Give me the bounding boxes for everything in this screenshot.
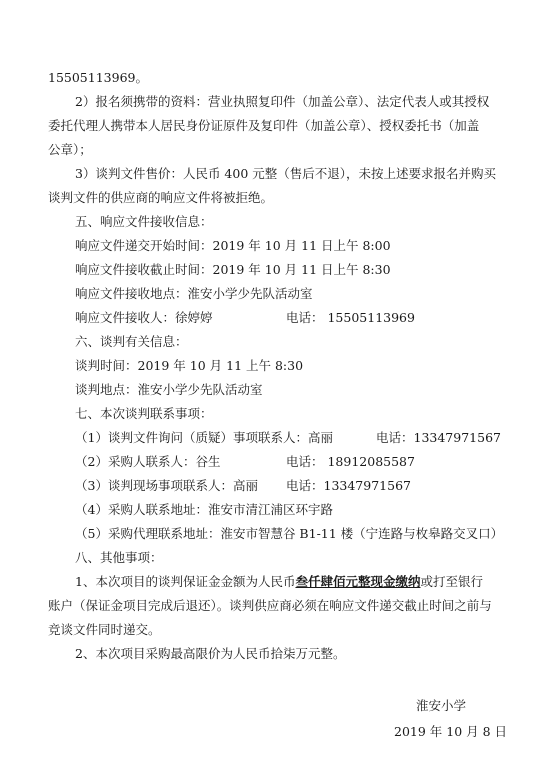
deposit-text-b: 或打至银行 [420, 574, 483, 589]
deposit-line-3: 竞谈文件同时递交。 [48, 622, 161, 637]
deposit-line-2: 账户（保证金项目完成后退还）。谈判供应商必须在响应文件递交截止时间之前与 [48, 598, 492, 613]
contact-1-label: （1）谈判文件询问（质疑）事项联系人：高丽 [75, 430, 333, 445]
contact-2-label: （2）采购人联系人：谷生 [75, 454, 221, 469]
section-7-title: 七、本次谈判联系事项： [75, 406, 213, 421]
phone-number-tail: 15505113969。 [48, 70, 148, 85]
contact-5-address: （5）采购代理联系地址：淮安市智慧谷 B1-11 楼（宁连路与枚皋路交叉口） [75, 526, 504, 541]
section-5-title: 五、响应文件接收信息： [75, 214, 213, 229]
contact-2-phone: 电话： 18912085587 [286, 454, 415, 469]
deposit-text-a: 1、本次项目的谈判保证金金额为人民币 [75, 574, 296, 589]
negotiation-place: 谈判地点：淮安小学少先队活动室 [75, 382, 263, 397]
signature-date: 2019 年 10 月 8 日 [394, 724, 508, 739]
deposit-line-1 [75, 574, 483, 590]
max-price-line: 2、本次项目采购最高限价为人民币拾柒万元整。 [75, 646, 346, 661]
section-8-title: 八、其他事项： [75, 550, 163, 565]
document-price-line-1: 3）谈判文件售价：人民币 400 元整（售后不退），未按上述要求报名并购买 [75, 166, 497, 181]
deposit-amount: 叁仟肆佰元整现金缴纳 [295, 574, 421, 589]
section-6-title: 六、谈判有关信息： [75, 334, 188, 349]
contact-3-phone: 电话：13347971567 [286, 478, 411, 493]
contact-3-label: （3）谈判现场事项联系人：高丽 [75, 478, 258, 493]
response-end-time: 响应文件接收截止时间：2019 年 10 月 11 日上午 8:30 [75, 262, 391, 277]
negotiation-time: 谈判时间：2019 年 10 月 11 上午 8:30 [75, 358, 304, 373]
response-start-time: 响应文件递交开始时间：2019 年 10 月 11 日上午 8:00 [75, 238, 391, 253]
contact-4-address: （4）采购人联系地址：淮安市清江浦区环宇路 [75, 502, 333, 517]
registration-materials-line-1: 2）报名须携带的资料：营业执照复印件（加盖公章）、法定代表人或其授权 [75, 94, 490, 109]
response-place: 响应文件接收地点：淮安小学少先队活动室 [75, 286, 313, 301]
document-price-line-2: 谈判文件的供应商的响应文件将被拒绝。 [48, 190, 274, 205]
registration-materials-line-3: 公章）； [48, 142, 92, 157]
registration-materials-line-2: 委托代理人携带本人居民身份证原件及复印件（加盖公章）、授权委托书（加盖 [48, 118, 480, 133]
contact-1-phone: 电话：13347971567 [376, 430, 501, 445]
response-receiver-phone: 电话： 15505113969 [286, 310, 415, 325]
signature-organization: 淮安小学 [416, 698, 467, 713]
response-receiver: 响应文件接收人：徐婷婷 [75, 310, 213, 325]
